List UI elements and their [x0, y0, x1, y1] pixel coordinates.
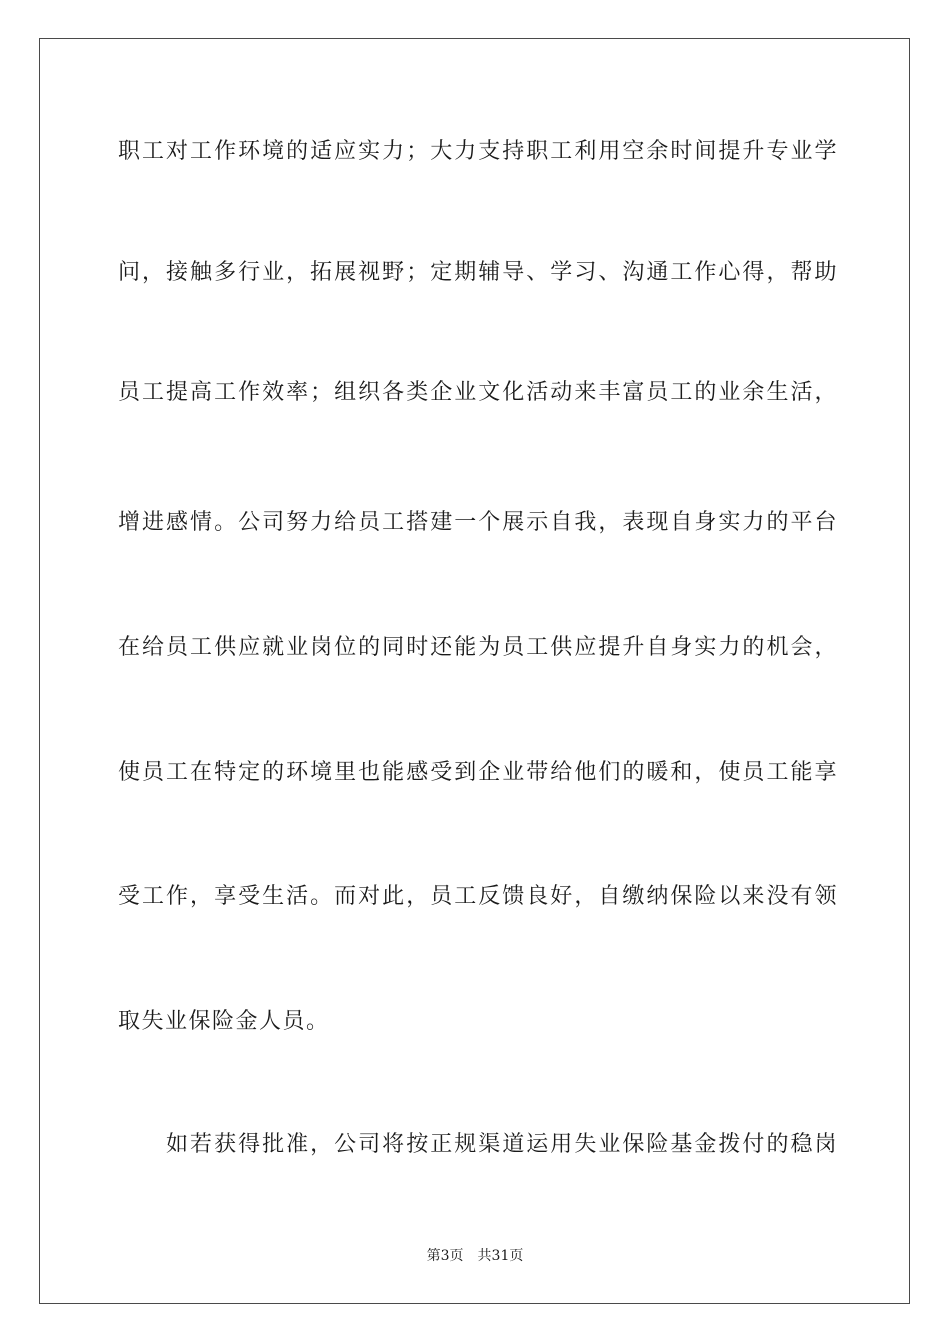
- paragraph-line-7: 受工作，享受生活。而对此，员工反馈良好，自缴纳保险以来没有领: [118, 884, 838, 909]
- paragraph-line-6: 使员工在特定的环境里也能感受到企业带给他们的暖和，使员工能享: [118, 760, 838, 785]
- paragraph-line-2: 问，接触多行业，拓展视野；定期辅导、学习、沟通工作心得，帮助: [118, 260, 838, 285]
- paragraph-line-1: 职工对工作环境的适应实力；大力支持职工利用空余时间提升专业学: [118, 139, 838, 164]
- paragraph-line-9: 如若获得批准，公司将按正规渠道运用失业保险基金拨付的稳岗: [118, 1132, 838, 1157]
- page-total: 共31页: [477, 1248, 524, 1264]
- page-number: 第3页: [426, 1248, 464, 1264]
- paragraph-line-5: 在给员工供应就业岗位的同时还能为员工供应提升自身实力的机会，: [118, 635, 838, 660]
- page-frame: [39, 38, 910, 1304]
- page-footer: [0, 1246, 950, 1266]
- paragraph-line-4: 增进感情。公司努力给员工搭建一个展示自我，表现自身实力的平台: [118, 510, 838, 535]
- paragraph-line-8: 取失业保险金人员。: [118, 1009, 330, 1034]
- paragraph-line-3: 员工提高工作效率；组织各类企业文化活动来丰富员工的业余生活，: [118, 380, 838, 405]
